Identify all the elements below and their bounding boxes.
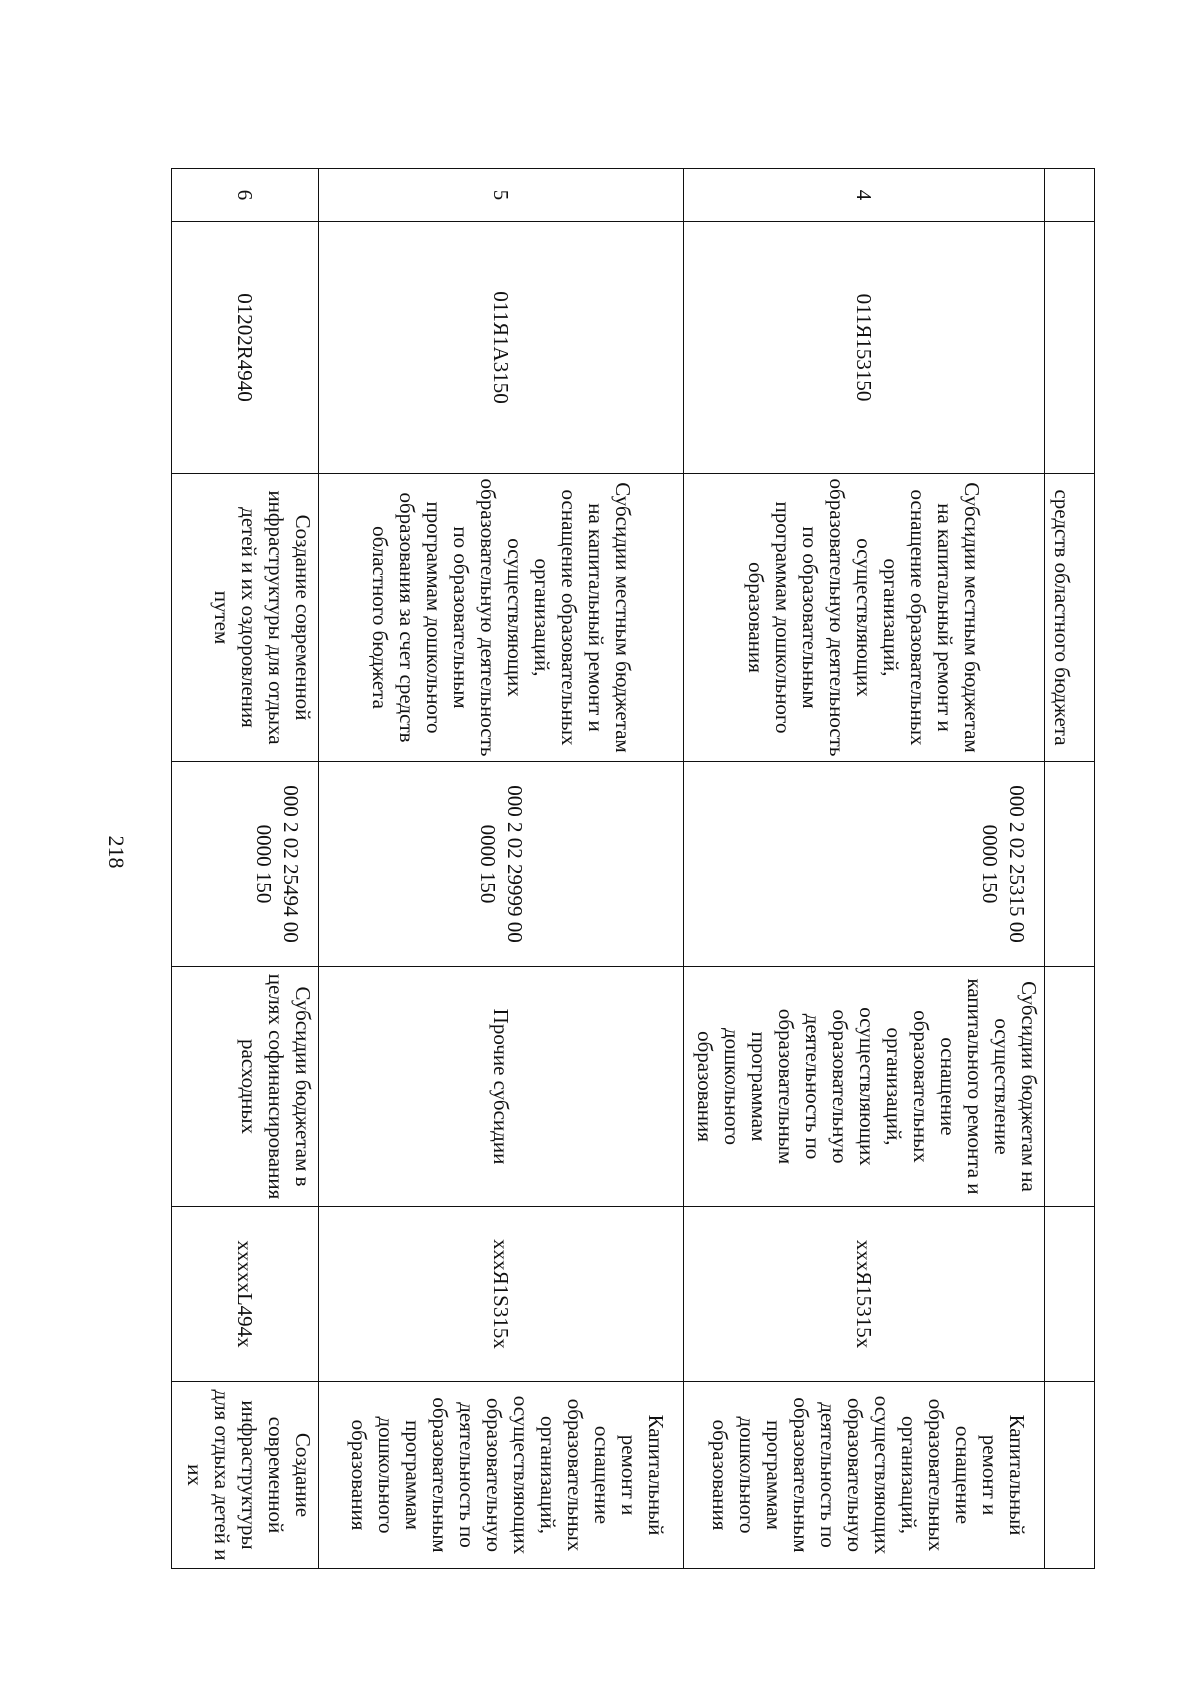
row-code: 011Я153150: [684, 222, 1045, 474]
header-cell-num: [1045, 169, 1095, 222]
row-subsidy: Прочие субсидии: [319, 967, 684, 1207]
row-subsidy: Субсидии бюджетам на осуществление капитального ремонта и оснащение образовательных организаций, осуществляющих образовательную деятельность по образовательным программам дошкольного образования: [684, 967, 1045, 1207]
table-row: [319, 169, 684, 1569]
header-cell-name: средств областного бюджета: [1045, 474, 1095, 762]
row-number: 4: [684, 169, 1045, 222]
row-number: 5: [319, 169, 684, 222]
row-number: 6: [172, 169, 319, 222]
table-header-row: [1045, 169, 1095, 1569]
header-cell-subsidy: [1045, 967, 1095, 1207]
row-code: 011Я1А3150: [319, 222, 684, 474]
row-purpose: Создание современной инфраструктуры для отдыха детей и их: [172, 1382, 319, 1569]
rotated-table-wrapper: [172, 168, 1095, 1568]
row-local-code: xxxxxL494x: [172, 1207, 319, 1382]
row-kbk: 000 2 02 25315 00 0000 150: [684, 762, 1045, 967]
table-row: [172, 169, 319, 1569]
header-cell-local-code: [1045, 1207, 1095, 1382]
row-purpose: Капитальный ремонт и оснащение образовательных организаций, осуществляющих образовательную деятельность по образовательным программам дошкольного образования: [319, 1382, 684, 1569]
row-local-code: xxxЯ15315x: [684, 1207, 1045, 1382]
row-name: Субсидии местным бюджетам на капитальный ремонт и оснащение образовательных организаций, осуществляющих образовательную деятельность по образовательным программам дошкольного образования за счет средств областного бюджета: [319, 474, 684, 762]
row-kbk: 000 2 02 29999 00 0000 150: [319, 762, 684, 967]
table-row: [684, 169, 1045, 1569]
subsidy-table: [171, 168, 1095, 1569]
row-purpose: Капитальный ремонт и оснащение образовательных организаций, осуществляющих образовательную деятельность по образовательным программам дошкольного образования: [684, 1382, 1045, 1569]
row-code: 01202R4940: [172, 222, 319, 474]
row-subsidy: Субсидии бюджетам в целях софинансирования расходных: [172, 967, 319, 1207]
row-name: Создание современной инфраструктуры для отдыха детей и их оздоровления путем: [172, 474, 319, 762]
row-kbk: 000 2 02 25494 00 0000 150: [172, 762, 319, 967]
header-cell-kbk: [1045, 762, 1095, 967]
row-local-code: xxxЯ1S315x: [319, 1207, 684, 1382]
row-name: Субсидии местным бюджетам на капитальный ремонт и оснащение образовательных организаций, осуществляющих образовательную деятельность по образовательным программам дошкольного образования: [684, 474, 1045, 762]
header-cell-code: [1045, 222, 1095, 474]
page-number: 218: [104, 835, 129, 869]
header-cell-purpose: [1045, 1382, 1095, 1569]
